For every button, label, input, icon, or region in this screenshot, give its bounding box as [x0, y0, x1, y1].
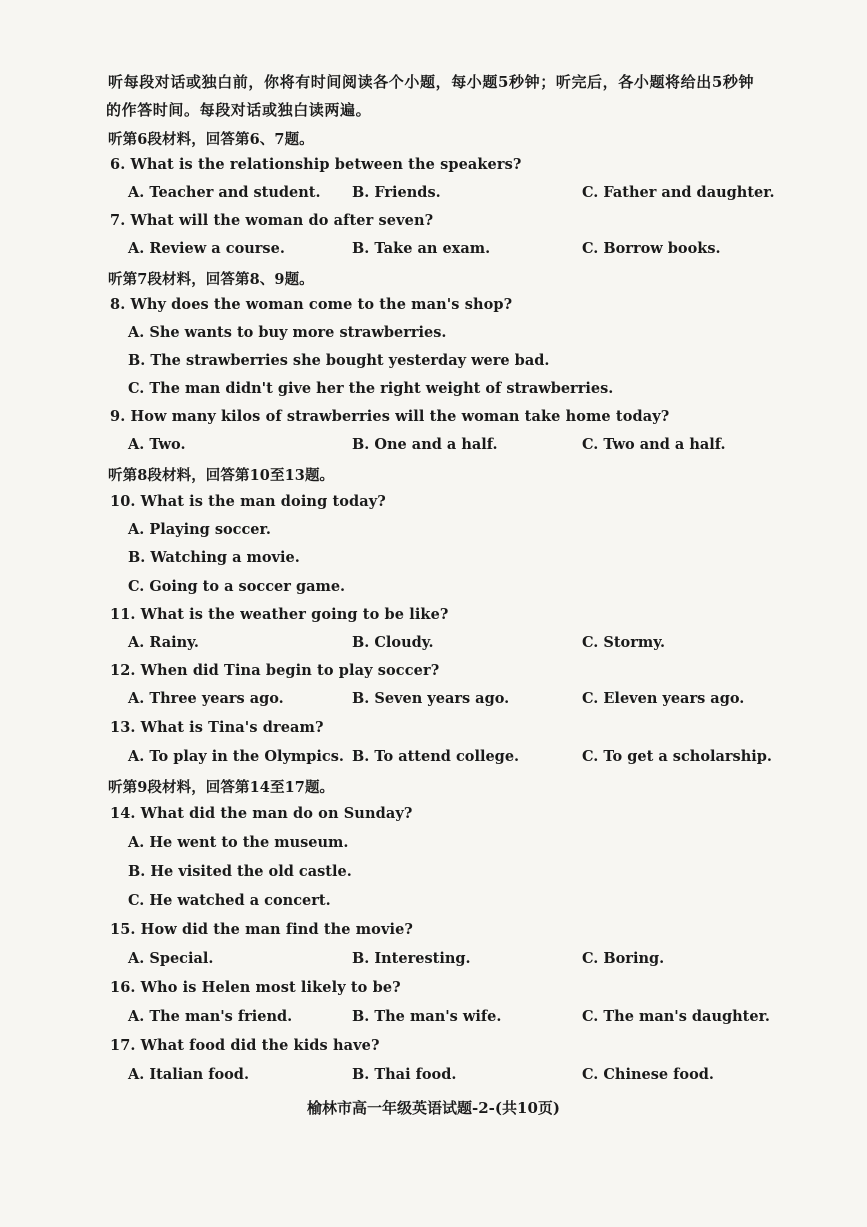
- question-17-option-c: C. Chinese food.: [582, 1066, 714, 1083]
- question-7-option-b: B. Take an exam.: [352, 240, 491, 257]
- question-6-option-a: A. Teacher and student.: [128, 184, 321, 201]
- section-heading-9: 听第9段材料，回答第14至17题。: [108, 779, 335, 796]
- question-13-stem: 13. What is Tina's dream?: [110, 719, 324, 736]
- question-6-stem: 6. What is the relationship between the speakers?: [110, 156, 522, 173]
- question-9-option-c: C. Two and a half.: [582, 436, 726, 453]
- question-14-option-a: A. He went to the museum.: [128, 834, 349, 851]
- section-heading-6: 听第6段材料，回答第6、7题。: [108, 131, 314, 148]
- question-9-stem: 9. How many kilos of strawberries will the woman take home today?: [110, 408, 670, 425]
- question-8-option-c: C. The man didn't give her the right weight of strawberries.: [128, 380, 614, 397]
- question-15-option-a: A. Special.: [128, 950, 214, 967]
- question-12-option-a: A. Three years ago.: [128, 690, 284, 707]
- question-13-option-a: A. To play in the Olympics.: [128, 748, 344, 765]
- question-8-option-b: B. The strawberries she bought yesterday were bad.: [128, 352, 550, 369]
- question-10-stem: 10. What is the man doing today?: [110, 493, 386, 510]
- question-12-option-b: B. Seven years ago.: [352, 690, 510, 707]
- question-6-option-b: B. Friends.: [352, 184, 441, 201]
- question-10-option-c: C. Going to a soccer game.: [128, 578, 346, 595]
- question-15-option-b: B. Interesting.: [352, 950, 471, 967]
- question-7-option-c: C. Borrow books.: [582, 240, 721, 257]
- question-17-option-a: A. Italian food.: [128, 1066, 249, 1083]
- question-17-option-b: B. Thai food.: [352, 1066, 457, 1083]
- question-16-stem: 16. Who is Helen most likely to be?: [110, 979, 401, 996]
- question-16-option-c: C. The man's daughter.: [582, 1008, 770, 1025]
- section-heading-7: 听第7段材料，回答第8、9题。: [108, 271, 314, 288]
- question-14-option-b: B. He visited the old castle.: [128, 863, 352, 880]
- question-15-stem: 15. How did the man find the movie?: [110, 921, 414, 938]
- question-9-option-b: B. One and a half.: [352, 436, 498, 453]
- question-11-stem: 11. What is the weather going to be like?: [110, 606, 449, 623]
- question-11-option-a: A. Rainy.: [128, 634, 199, 651]
- question-14-stem: 14. What did the man do on Sunday?: [110, 805, 413, 822]
- question-13-option-c: C. To get a scholarship.: [582, 748, 772, 765]
- question-16-option-a: A. The man's friend.: [128, 1008, 293, 1025]
- question-14-option-c: C. He watched a concert.: [128, 892, 331, 909]
- question-8-option-a: A. She wants to buy more strawberries.: [128, 324, 447, 341]
- question-10-option-b: B. Watching a movie.: [128, 549, 300, 566]
- question-7-stem: 7. What will the woman do after seven?: [110, 212, 434, 229]
- question-11-option-b: B. Cloudy.: [352, 634, 434, 651]
- instructions-line-2: 的作答时间。每段对话或独白读两遍。: [106, 101, 372, 119]
- question-12-stem: 12. When did Tina begin to play soccer?: [110, 662, 440, 679]
- question-8-stem: 8. Why does the woman come to the man's shop?: [110, 296, 513, 313]
- section-heading-8: 听第8段材料，回答第10至13题。: [108, 467, 335, 484]
- question-11-option-c: C. Stormy.: [582, 634, 666, 651]
- question-15-option-c: C. Boring.: [582, 950, 665, 967]
- instructions-line-1: 听每段对话或独白前，你将有时间阅读各个小题，每小题5秒钟；听完后，各小题将给出5秒钟: [108, 73, 755, 91]
- question-12-option-c: C. Eleven years ago.: [582, 690, 745, 707]
- page-footer: 榆林市高一年级英语试题-2-(共10页): [307, 1099, 560, 1117]
- question-16-option-b: B. The man's wife.: [352, 1008, 502, 1025]
- question-10-option-a: A. Playing soccer.: [128, 521, 271, 538]
- question-6-option-c: C. Father and daughter.: [582, 184, 775, 201]
- question-9-option-a: A. Two.: [128, 436, 186, 453]
- question-7-option-a: A. Review a course.: [128, 240, 285, 257]
- question-13-option-b: B. To attend college.: [352, 748, 520, 765]
- question-17-stem: 17. What food did the kids have?: [110, 1037, 380, 1054]
